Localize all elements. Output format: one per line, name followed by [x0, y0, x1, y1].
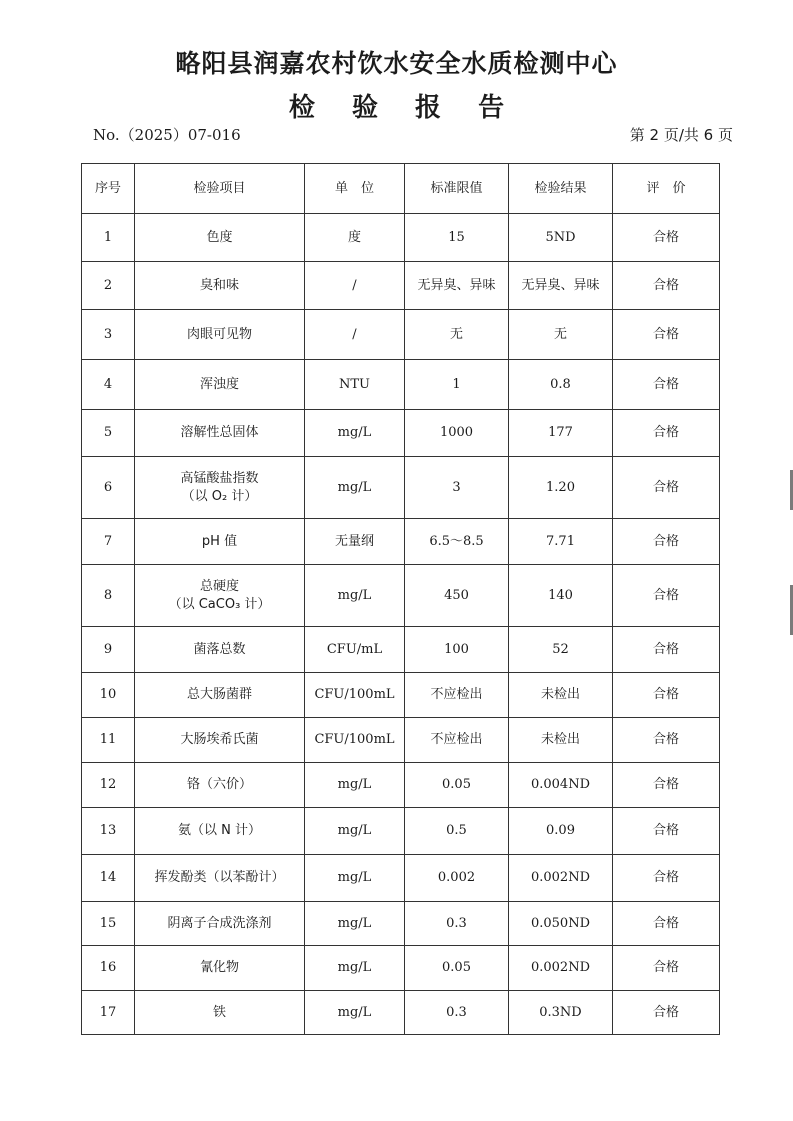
- test-item: [135, 214, 305, 262]
- evaluation-cell: 合格: [613, 457, 720, 519]
- test-item: [135, 410, 305, 457]
- limit-cell: 不应检出: [405, 718, 509, 763]
- unit-cell: CFU/100mL: [305, 718, 405, 763]
- limit-cell: 3: [405, 457, 509, 519]
- evaluation-cell: 合格: [613, 519, 720, 565]
- result-cell: 未检出: [509, 718, 613, 763]
- result-cell: 52: [509, 627, 613, 673]
- test-item: [135, 457, 305, 519]
- limit-cell: 15: [405, 214, 509, 262]
- evaluation-cell: 合格: [613, 565, 720, 627]
- row-number: 12: [82, 763, 135, 808]
- report-subtitle: 检 验 报 告: [288, 93, 519, 123]
- table-row: [82, 673, 720, 718]
- test-item-line: 菌落总数: [193, 641, 246, 657]
- result-cell: 0.002ND: [509, 855, 613, 902]
- row-number: 1: [82, 214, 135, 262]
- table-row: [82, 457, 720, 519]
- limit-cell: 0.05: [405, 763, 509, 808]
- table-row: [82, 565, 720, 627]
- result-cell: 0.004ND: [509, 763, 613, 808]
- row-number: 14: [82, 855, 135, 902]
- unit-cell: CFU/mL: [305, 627, 405, 673]
- column-header-result: 检验结果: [509, 164, 613, 214]
- evaluation-cell: 合格: [613, 310, 720, 360]
- unit-cell: mg/L: [305, 946, 405, 991]
- row-number: 11: [82, 718, 135, 763]
- row-number: 16: [82, 946, 135, 991]
- test-item-line: 总大肠菌群: [186, 687, 252, 702]
- test-item-line: 肉眼可见物: [186, 326, 252, 342]
- test-item-line: 阴离子合成洗涤剂: [167, 915, 272, 931]
- column-header-limit: 标准限值: [405, 164, 509, 214]
- test-item: [135, 565, 305, 627]
- limit-cell: 0.05: [405, 946, 509, 991]
- row-number: 3: [82, 310, 135, 360]
- unit-cell: 度: [305, 214, 405, 262]
- evaluation-cell: 合格: [613, 902, 720, 946]
- test-item: [135, 808, 305, 855]
- column-header-no: 序号: [82, 164, 135, 214]
- result-cell: 7.71: [509, 519, 613, 565]
- limit-cell: 0.3: [405, 991, 509, 1035]
- test-item-line: （以 CaCO₃ 计）: [168, 596, 271, 612]
- test-item: [135, 360, 305, 410]
- limit-cell: 1000: [405, 410, 509, 457]
- evaluation-cell: 合格: [613, 410, 720, 457]
- table-row: [82, 410, 720, 457]
- test-item-line: 大肠埃希氏菌: [180, 732, 259, 747]
- test-item: [135, 262, 305, 310]
- unit-cell: mg/L: [305, 902, 405, 946]
- test-item: [135, 627, 305, 673]
- result-cell: 未检出: [509, 673, 613, 718]
- table-row: [82, 855, 720, 902]
- table-row: [82, 763, 720, 808]
- unit-cell: /: [305, 310, 405, 360]
- result-cell: 177: [509, 410, 613, 457]
- test-item: [135, 991, 305, 1035]
- unit-cell: mg/L: [305, 410, 405, 457]
- result-cell: 无: [509, 310, 613, 360]
- unit-cell: NTU: [305, 360, 405, 410]
- evaluation-cell: 合格: [613, 214, 720, 262]
- test-item-line: 挥发酚类（以苯酚计）: [154, 870, 285, 885]
- row-number: 13: [82, 808, 135, 855]
- table-row: [82, 627, 720, 673]
- row-number: 6: [82, 457, 135, 519]
- test-item-line: 溶解性总固体: [180, 425, 259, 440]
- test-item: [135, 519, 305, 565]
- test-item-line: 高锰酸盐指数: [180, 470, 259, 486]
- result-cell: 0.050ND: [509, 902, 613, 946]
- result-cell: 0.002ND: [509, 946, 613, 991]
- evaluation-cell: 合格: [613, 808, 720, 855]
- row-number: 2: [82, 262, 135, 310]
- limit-cell: 无: [405, 310, 509, 360]
- row-number: 8: [82, 565, 135, 627]
- table-row: [82, 808, 720, 855]
- row-number: 17: [82, 991, 135, 1035]
- result-cell: 0.3ND: [509, 991, 613, 1035]
- unit-cell: mg/L: [305, 991, 405, 1035]
- page-indicator: 第 2 页/共 6 页: [629, 126, 733, 144]
- table-row: [82, 991, 720, 1035]
- table-row: [82, 214, 720, 262]
- results-table: [81, 163, 720, 1035]
- evaluation-cell: 合格: [613, 262, 720, 310]
- evaluation-cell: 合格: [613, 360, 720, 410]
- test-item-line: pH 值: [201, 533, 238, 549]
- test-item-line: 铬（六价）: [186, 777, 252, 792]
- limit-cell: 无异臭、异味: [405, 262, 509, 310]
- limit-cell: 450: [405, 565, 509, 627]
- limit-cell: 6.5～8.5: [405, 519, 509, 565]
- row-number: 9: [82, 627, 135, 673]
- unit-cell: mg/L: [305, 763, 405, 808]
- test-item: [135, 946, 305, 991]
- test-item: [135, 763, 305, 808]
- unit-cell: /: [305, 262, 405, 310]
- table-row: [82, 360, 720, 410]
- evaluation-cell: 合格: [613, 855, 720, 902]
- table-header-row: [82, 164, 720, 214]
- unit-cell: mg/L: [305, 855, 405, 902]
- table-row: [82, 946, 720, 991]
- limit-cell: 不应检出: [405, 673, 509, 718]
- table-row: [82, 310, 720, 360]
- evaluation-cell: 合格: [613, 673, 720, 718]
- table-row: [82, 519, 720, 565]
- test-item-line: 氰化物: [199, 960, 239, 975]
- evaluation-cell: 合格: [613, 718, 720, 763]
- limit-cell: 0.3: [405, 902, 509, 946]
- limit-cell: 0.002: [405, 855, 509, 902]
- test-item: [135, 902, 305, 946]
- test-item: [135, 718, 305, 763]
- result-cell: 1.20: [509, 457, 613, 519]
- test-item-line: 总硬度: [199, 578, 239, 594]
- test-item-line: 氨（以 N 计）: [178, 823, 261, 838]
- test-item-line: 浑浊度: [199, 376, 239, 392]
- row-number: 4: [82, 360, 135, 410]
- limit-cell: 100: [405, 627, 509, 673]
- result-cell: 5ND: [509, 214, 613, 262]
- test-item-line: 臭和味: [199, 277, 239, 293]
- evaluation-cell: 合格: [613, 946, 720, 991]
- column-header-unit: 单 位: [305, 164, 405, 214]
- result-cell: 0.8: [509, 360, 613, 410]
- test-item-line: 色度: [206, 229, 233, 245]
- test-item-line: 铁: [212, 1004, 226, 1020]
- result-cell: 140: [509, 565, 613, 627]
- test-item: [135, 310, 305, 360]
- row-number: 5: [82, 410, 135, 457]
- row-number: 10: [82, 673, 135, 718]
- evaluation-cell: 合格: [613, 627, 720, 673]
- test-item: [135, 855, 305, 902]
- table-row: [82, 262, 720, 310]
- table-row: [82, 718, 720, 763]
- unit-cell: mg/L: [305, 457, 405, 519]
- unit-cell: mg/L: [305, 808, 405, 855]
- limit-cell: 0.5: [405, 808, 509, 855]
- unit-cell: mg/L: [305, 565, 405, 627]
- result-cell: 0.09: [509, 808, 613, 855]
- row-number: 7: [82, 519, 135, 565]
- report-title: 略阳县润嘉农村饮水安全水质检测中心: [175, 49, 618, 78]
- test-item-line: （以 O₂ 计）: [181, 488, 258, 504]
- row-number: 15: [82, 902, 135, 946]
- test-item: [135, 673, 305, 718]
- result-cell: 无异臭、异味: [509, 262, 613, 310]
- evaluation-cell: 合格: [613, 991, 720, 1035]
- unit-cell: 无量纲: [305, 519, 405, 565]
- limit-cell: 1: [405, 360, 509, 410]
- evaluation-cell: 合格: [613, 763, 720, 808]
- column-header-evaluation: 评 价: [613, 164, 720, 214]
- column-header-item: 检验项目: [135, 164, 305, 214]
- unit-cell: CFU/100mL: [305, 673, 405, 718]
- report-number: No.（2025）07-016: [93, 126, 241, 144]
- table-row: [82, 902, 720, 946]
